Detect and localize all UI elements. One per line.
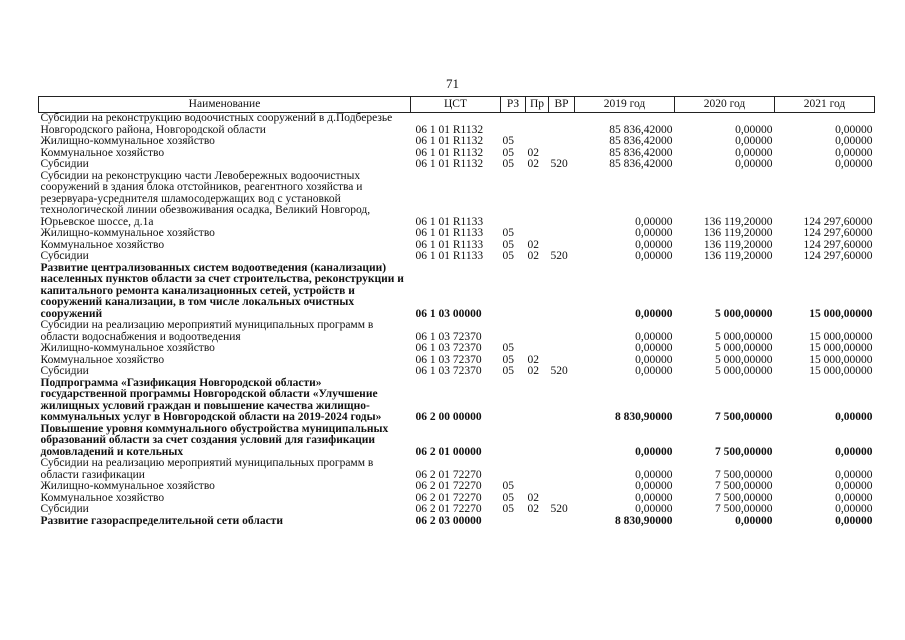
cell-2019: 0,00000	[635, 445, 673, 458]
cell-rz: 05	[502, 480, 514, 492]
cell-name: Повышение уровня коммунального обустройства муниципальных образований области за счет создания условий для газификации домовладений и котельных	[40, 422, 389, 458]
cell-vr	[549, 113, 575, 137]
cell-2020: 7 500,00000	[715, 411, 773, 423]
cell-rz: 05	[502, 146, 514, 159]
cell-rz: 05	[502, 238, 514, 251]
cell-rz: 05	[502, 503, 514, 515]
cell-vr	[549, 458, 575, 481]
table-row	[39, 424, 875, 459]
budget-table	[38, 96, 875, 527]
cell-vr: 520	[550, 250, 568, 262]
cell-rz	[501, 263, 526, 321]
cell-cst: 06 1 01 R1133	[415, 238, 484, 251]
cell-rz: 05	[502, 158, 514, 170]
cell-2021: 0,00000	[835, 146, 873, 159]
table-header-row	[39, 97, 875, 113]
cell-2020: 7 500,00000	[715, 445, 773, 458]
cell-2019: 0,00000	[635, 342, 673, 354]
cell-2021: 0,00000	[835, 135, 873, 147]
cell-2020: 0,00000	[735, 514, 773, 527]
cell-cst: 06 2 01 72270	[415, 468, 482, 481]
table-body	[39, 113, 875, 528]
cell-2019: 0,00000	[635, 468, 673, 481]
cell-pr	[526, 113, 549, 137]
cell-pr	[526, 228, 549, 240]
cell-2020: 0,00000	[735, 158, 773, 170]
cell-name: Субсидии	[40, 503, 89, 515]
cell-pr	[526, 136, 549, 148]
cell-name: Субсидии на реконструкцию водоочистных сооружений в д.Подберезье Новгородского района, Новгородской области	[40, 112, 393, 136]
table-row	[39, 320, 875, 343]
table-row	[39, 136, 875, 148]
cell-2021: 0,00000	[835, 158, 873, 170]
cell-cst: 06 2 00 00000	[415, 411, 482, 423]
cell-2019: 0,00000	[635, 503, 673, 515]
cell-name: Субсидии	[40, 365, 89, 377]
cell-pr	[526, 343, 549, 355]
cell-name: Жилищно-коммунальное хозяйство	[40, 342, 215, 354]
cell-2020: 5 000,00000	[715, 342, 773, 354]
table-row	[39, 504, 875, 516]
cell-vr: 520	[550, 158, 568, 170]
cell-cst: 06 1 01 R1133	[415, 250, 484, 262]
table-row	[39, 159, 875, 171]
cell-name: Субсидии на реализацию мероприятий муниципальных программ в области водоснабжения и водоотведения	[40, 319, 374, 343]
cell-vr	[549, 320, 575, 343]
cell-2021: 0,00000	[835, 480, 873, 492]
table-row	[39, 113, 875, 137]
cell-rz: 05	[502, 227, 514, 239]
cell-name: Коммунальное хозяйство	[40, 238, 165, 251]
cell-2020: 0,00000	[735, 146, 773, 159]
col-header-name: Наименование	[39, 97, 411, 113]
cell-vr	[549, 424, 575, 459]
cell-rz	[501, 171, 526, 229]
cell-rz: 05	[502, 250, 514, 262]
table-row	[39, 516, 875, 528]
cell-2020: 7 500,00000	[715, 491, 773, 504]
cell-pr	[526, 516, 549, 528]
cell-cst: 06 2 03 00000	[415, 514, 482, 527]
cell-pr	[526, 171, 549, 229]
cell-2021: 0,00000	[835, 468, 873, 481]
table-row	[39, 343, 875, 355]
cell-rz: 05	[502, 491, 514, 504]
cell-2021: 0,00000	[835, 503, 873, 515]
cell-name: Субсидии на реализацию мероприятий муниципальных программ в области газификации	[40, 457, 374, 481]
cell-2019: 0,00000	[635, 330, 673, 343]
cell-pr: 02	[527, 250, 539, 262]
cell-2020: 136 119,20000	[703, 227, 773, 239]
cell-cst: 06 1 01 R1132	[415, 135, 484, 147]
cell-2019: 0,00000	[635, 250, 673, 262]
table-row	[39, 251, 875, 263]
cell-2019: 0,00000	[635, 353, 673, 366]
cell-name: Коммунальное хозяйство	[40, 491, 165, 504]
cell-cst: 06 1 03 00000	[415, 307, 482, 320]
cell-name: Субсидии	[40, 158, 89, 170]
cell-2019: 8 830,90000	[615, 514, 673, 527]
cell-rz	[501, 378, 526, 424]
cell-pr: 02	[527, 353, 539, 366]
cell-rz	[501, 516, 526, 528]
cell-name: Коммунальное хозяйство	[40, 146, 165, 159]
cell-2021: 124 297,60000	[803, 238, 873, 251]
table-row	[39, 458, 875, 481]
cell-2020: 0,00000	[735, 123, 773, 136]
cell-2020: 136 119,20000	[703, 250, 773, 262]
cell-cst: 06 1 03 72370	[415, 365, 482, 377]
col-header-rz: РЗ	[501, 97, 526, 113]
cell-2021: 0,00000	[835, 123, 873, 136]
cell-2019: 0,00000	[635, 480, 673, 492]
cell-cst: 06 1 03 72370	[415, 330, 482, 343]
cell-2019: 0,00000	[635, 365, 673, 377]
cell-2019: 85 836,42000	[609, 146, 673, 159]
cell-name: Жилищно-коммунальное хозяйство	[40, 135, 215, 147]
cell-pr: 02	[527, 365, 539, 377]
cell-pr	[526, 481, 549, 493]
cell-2019: 0,00000	[635, 307, 673, 320]
cell-2019: 0,00000	[635, 238, 673, 251]
cell-pr	[526, 263, 549, 321]
cell-rz: 05	[502, 135, 514, 147]
cell-name: Субсидии	[40, 250, 89, 262]
cell-rz	[501, 320, 526, 343]
cell-rz: 05	[502, 342, 514, 354]
col-header-2019: 2019 год	[575, 97, 675, 113]
cell-2020: 5 000,00000	[715, 307, 773, 320]
cell-pr: 02	[527, 158, 539, 170]
table-row	[39, 171, 875, 229]
cell-pr	[526, 320, 549, 343]
cell-2021: 124 297,60000	[803, 215, 873, 228]
cell-rz	[501, 458, 526, 481]
cell-vr	[549, 228, 575, 240]
cell-cst: 06 1 01 R1132	[415, 146, 484, 159]
col-header-vr: ВР	[549, 97, 575, 113]
cell-2020: 0,00000	[735, 135, 773, 147]
cell-2019: 85 836,42000	[609, 158, 673, 170]
cell-2019: 0,00000	[635, 227, 673, 239]
cell-rz: 05	[502, 365, 514, 377]
cell-cst: 06 2 01 72270	[415, 480, 482, 492]
cell-2021: 0,00000	[835, 514, 873, 527]
cell-2019: 85 836,42000	[609, 123, 673, 136]
cell-vr	[549, 516, 575, 528]
cell-2020: 5 000,00000	[715, 365, 773, 377]
cell-rz	[501, 113, 526, 137]
cell-pr	[526, 458, 549, 481]
cell-2021: 124 297,60000	[803, 227, 873, 239]
cell-vr: 520	[550, 503, 568, 515]
cell-2021: 0,00000	[835, 445, 873, 458]
page-number: 71	[446, 76, 459, 91]
cell-cst: 06 1 01 R1132	[415, 158, 484, 170]
cell-2019: 85 836,42000	[609, 135, 673, 147]
cell-name: Подпрограмма «Газификация Новгородской области» государственной программы Новгородской области «Улучшение жилищных условий граждан и повышение качества жилищно-коммунальных услуг в Новгородской области на 2019-2024 годы»	[40, 376, 382, 423]
table-row	[39, 366, 875, 378]
cell-2021: 0,00000	[835, 411, 873, 423]
cell-2019: 0,00000	[635, 491, 673, 504]
cell-cst: 06 2 01 72270	[415, 503, 482, 515]
cell-2021: 15 000,00000	[809, 342, 873, 354]
cell-pr	[526, 378, 549, 424]
cell-2020: 136 119,20000	[703, 215, 773, 228]
col-header-2020: 2020 год	[675, 97, 775, 113]
cell-cst: 06 2 01 00000	[415, 445, 482, 458]
cell-cst: 06 1 01 R1133	[415, 227, 484, 239]
col-header-pr: Пр	[526, 97, 549, 113]
cell-vr	[549, 171, 575, 229]
cell-name: Развитие газораспределительной сети области	[40, 514, 283, 527]
cell-cst: 06 1 01 R1132	[415, 123, 484, 136]
cell-vr	[549, 481, 575, 493]
cell-cst: 06 2 01 72270	[415, 491, 482, 504]
cell-vr	[549, 263, 575, 321]
cell-2019: 8 830,90000	[615, 411, 673, 423]
col-header-cst: ЦСТ	[411, 97, 501, 113]
table-row	[39, 263, 875, 321]
cell-pr	[526, 424, 549, 459]
cell-pr: 02	[527, 238, 539, 251]
cell-vr	[549, 343, 575, 355]
cell-2020: 7 500,00000	[715, 480, 773, 492]
cell-2020: 5 000,00000	[715, 353, 773, 366]
cell-vr: 520	[550, 365, 568, 377]
cell-2020: 7 500,00000	[715, 468, 773, 481]
cell-name: Развитие централизованных систем водоотведения (канализации) населенных пунктов области за счет строительства, реконструкции и капитального ремонта канализационных сетей, устройств и сооружений канализации, в том числе локальных очистных сооружений	[40, 261, 404, 320]
cell-name: Коммунальное хозяйство	[40, 353, 165, 366]
cell-pr: 02	[527, 503, 539, 515]
cell-2019: 0,00000	[635, 215, 673, 228]
cell-pr: 02	[527, 491, 539, 504]
cell-rz: 05	[502, 353, 514, 366]
cell-2021: 124 297,60000	[803, 250, 873, 262]
cell-vr	[549, 378, 575, 424]
table-row	[39, 481, 875, 493]
cell-2021: 0,00000	[835, 491, 873, 504]
cell-2021: 15 000,00000	[809, 353, 873, 366]
cell-pr: 02	[527, 146, 539, 159]
cell-name: Жилищно-коммунальное хозяйство	[40, 480, 215, 492]
cell-2021: 15 000,00000	[809, 307, 873, 320]
col-header-2021: 2021 год	[775, 97, 875, 113]
cell-rz	[501, 424, 526, 459]
cell-2021: 15 000,00000	[809, 365, 873, 377]
cell-name: Жилищно-коммунальное хозяйство	[40, 227, 215, 239]
cell-2021: 15 000,00000	[809, 330, 873, 343]
cell-cst: 06 1 03 72370	[415, 353, 482, 366]
cell-cst: 06 1 03 72370	[415, 342, 482, 354]
cell-2020: 7 500,00000	[715, 503, 773, 515]
cell-vr	[549, 136, 575, 148]
table-row	[39, 228, 875, 240]
cell-2020: 5 000,00000	[715, 330, 773, 343]
table-row	[39, 378, 875, 424]
cell-2020: 136 119,20000	[703, 238, 773, 251]
cell-name: Субсидии на реконструкцию части Левобережных водоочистных сооружений в здания блока отстойников, реагентного хозяйства и резервуара-усреднителя шламосодержащих вод с установкой технологической линии обезвоживания осадка, Великий Новгород, Юрьевское шоссе, д.1а	[40, 169, 371, 228]
cell-cst: 06 1 01 R1133	[415, 215, 484, 228]
